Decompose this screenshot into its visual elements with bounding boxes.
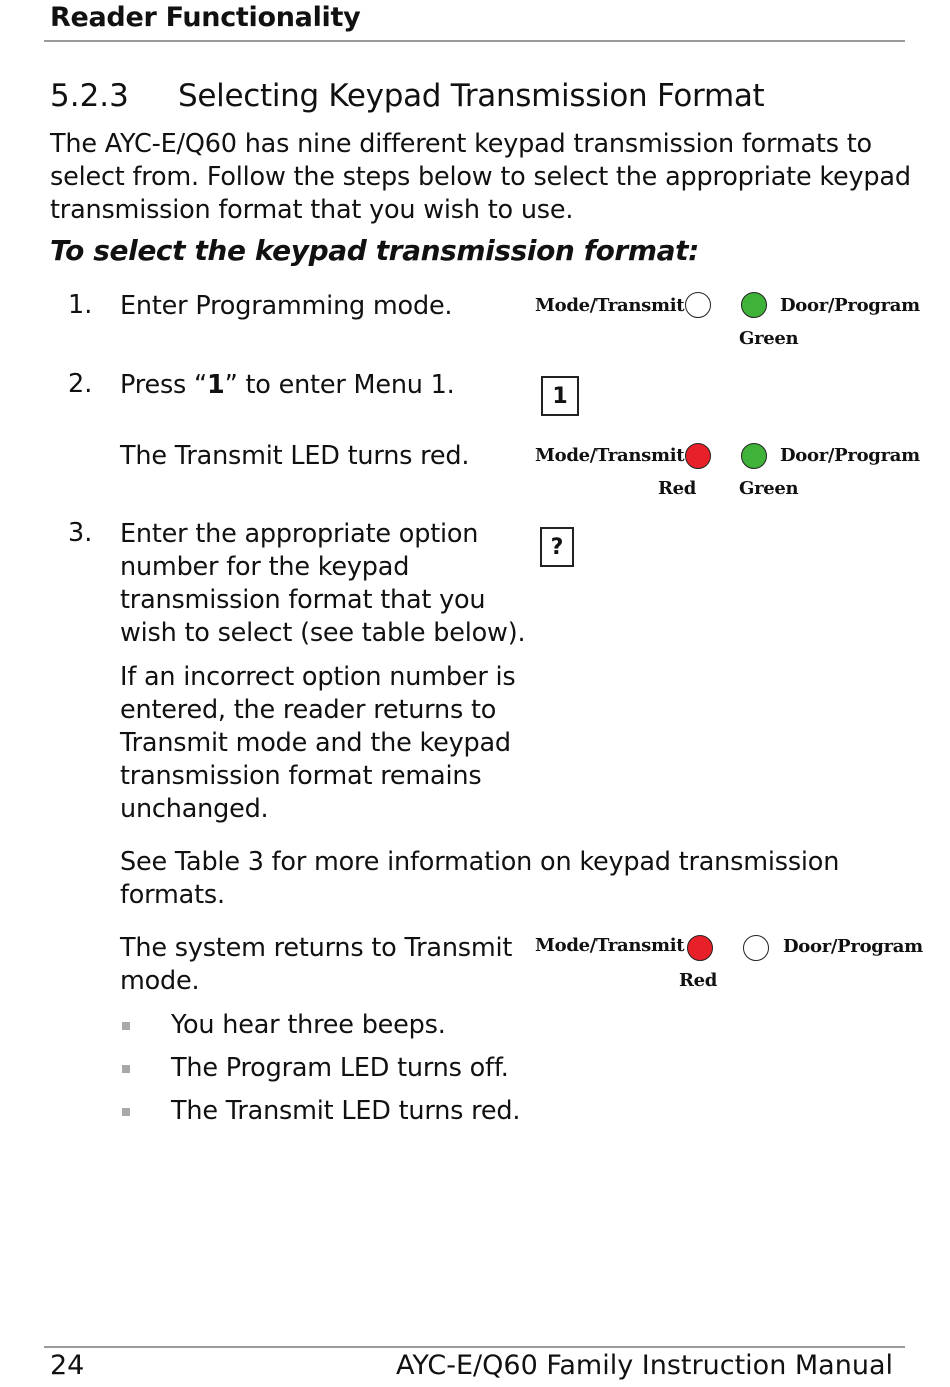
- running-header: Reader Functionality: [50, 2, 361, 33]
- step-1-text: Enter Programming mode.: [120, 291, 453, 321]
- door-program-label: Door/Program: [780, 295, 920, 316]
- led-indicator-step1: [535, 291, 925, 351]
- note-line: transmission format remains: [120, 761, 482, 791]
- table-ref-line: See Table 3 for more information on keypad transmission: [120, 847, 840, 877]
- led-indicator-step3: [535, 933, 935, 993]
- intro-line: The AYC-E/Q60 has nine different keypad transmission formats to: [50, 129, 872, 159]
- step-2-text-after: ” to enter Menu 1.: [224, 370, 455, 400]
- step-1-number: 1.: [68, 290, 93, 320]
- section-number: 5.2.3: [50, 78, 129, 114]
- step-3-number: 3.: [68, 518, 93, 548]
- step-2-text-before: Press “: [120, 370, 208, 400]
- procedure-heading: To select the keypad transmission format:: [50, 234, 699, 267]
- keypad-key-1: 1: [541, 376, 579, 416]
- door-program-label: Door/Program: [783, 936, 923, 957]
- mode-led-off: [685, 292, 711, 318]
- step-2-text: [120, 369, 455, 402]
- green-caption: Green: [739, 328, 799, 349]
- bullet-item: The Transmit LED turns red.: [171, 1096, 521, 1126]
- bullet-marker: [122, 1065, 130, 1073]
- door-led-green: [741, 443, 767, 469]
- door-program-label: Door/Program: [780, 445, 920, 466]
- door-led-off: [743, 935, 769, 961]
- step-2-key-ref: 1: [207, 370, 225, 400]
- mode-transmit-label: Mode/Transmit: [535, 935, 685, 956]
- section-title: Selecting Keypad Transmission Format: [178, 78, 765, 114]
- note-line: unchanged.: [120, 794, 269, 824]
- bullet-marker: [122, 1022, 130, 1030]
- returns-line: mode.: [120, 966, 200, 996]
- step-3-line: wish to select (see table below).: [120, 618, 526, 648]
- table-reference: [120, 846, 839, 912]
- mode-transmit-label: Mode/Transmit: [535, 295, 685, 316]
- note-line: Transmit mode and the keypad: [120, 728, 511, 758]
- keypad-key-question: ?: [540, 527, 574, 567]
- door-led-green: [741, 292, 767, 318]
- note-line: If an incorrect option number is: [120, 662, 516, 692]
- step-2-note: The Transmit LED turns red.: [120, 441, 470, 471]
- incorrect-option-note: [120, 661, 515, 826]
- manual-title: AYC-E/Q60 Family Instruction Manual: [396, 1350, 893, 1381]
- note-line: entered, the reader returns to: [120, 695, 497, 725]
- step-3-line: Enter the appropriate option: [120, 519, 479, 549]
- step-3-line: transmission format that you: [120, 585, 486, 615]
- led-indicator-step2: [535, 442, 925, 502]
- intro-line: select from. Follow the steps below to select the appropriate keypad: [50, 162, 911, 192]
- returns-line: The system returns to Transmit: [120, 933, 513, 963]
- header-rule: [44, 40, 905, 42]
- mode-led-red: [685, 443, 711, 469]
- green-caption: Green: [739, 478, 799, 499]
- page-number: 24: [50, 1350, 85, 1381]
- step-3-text: [120, 518, 525, 650]
- mode-led-red: [687, 935, 713, 961]
- bullet-marker: [122, 1108, 130, 1116]
- footer-rule: [44, 1346, 905, 1348]
- returns-text: [120, 932, 512, 998]
- table-ref-line: formats.: [120, 880, 225, 910]
- red-caption: Red: [658, 478, 697, 499]
- red-caption: Red: [679, 970, 718, 991]
- step-3-line: number for the keypad: [120, 552, 410, 582]
- bullet-item: The Program LED turns off.: [171, 1053, 509, 1083]
- intro-paragraph: [50, 128, 911, 227]
- bullet-item: You hear three beeps.: [171, 1010, 446, 1040]
- mode-transmit-label: Mode/Transmit: [535, 445, 685, 466]
- intro-line: transmission format that you wish to use.: [50, 195, 574, 225]
- step-2-number: 2.: [68, 369, 93, 399]
